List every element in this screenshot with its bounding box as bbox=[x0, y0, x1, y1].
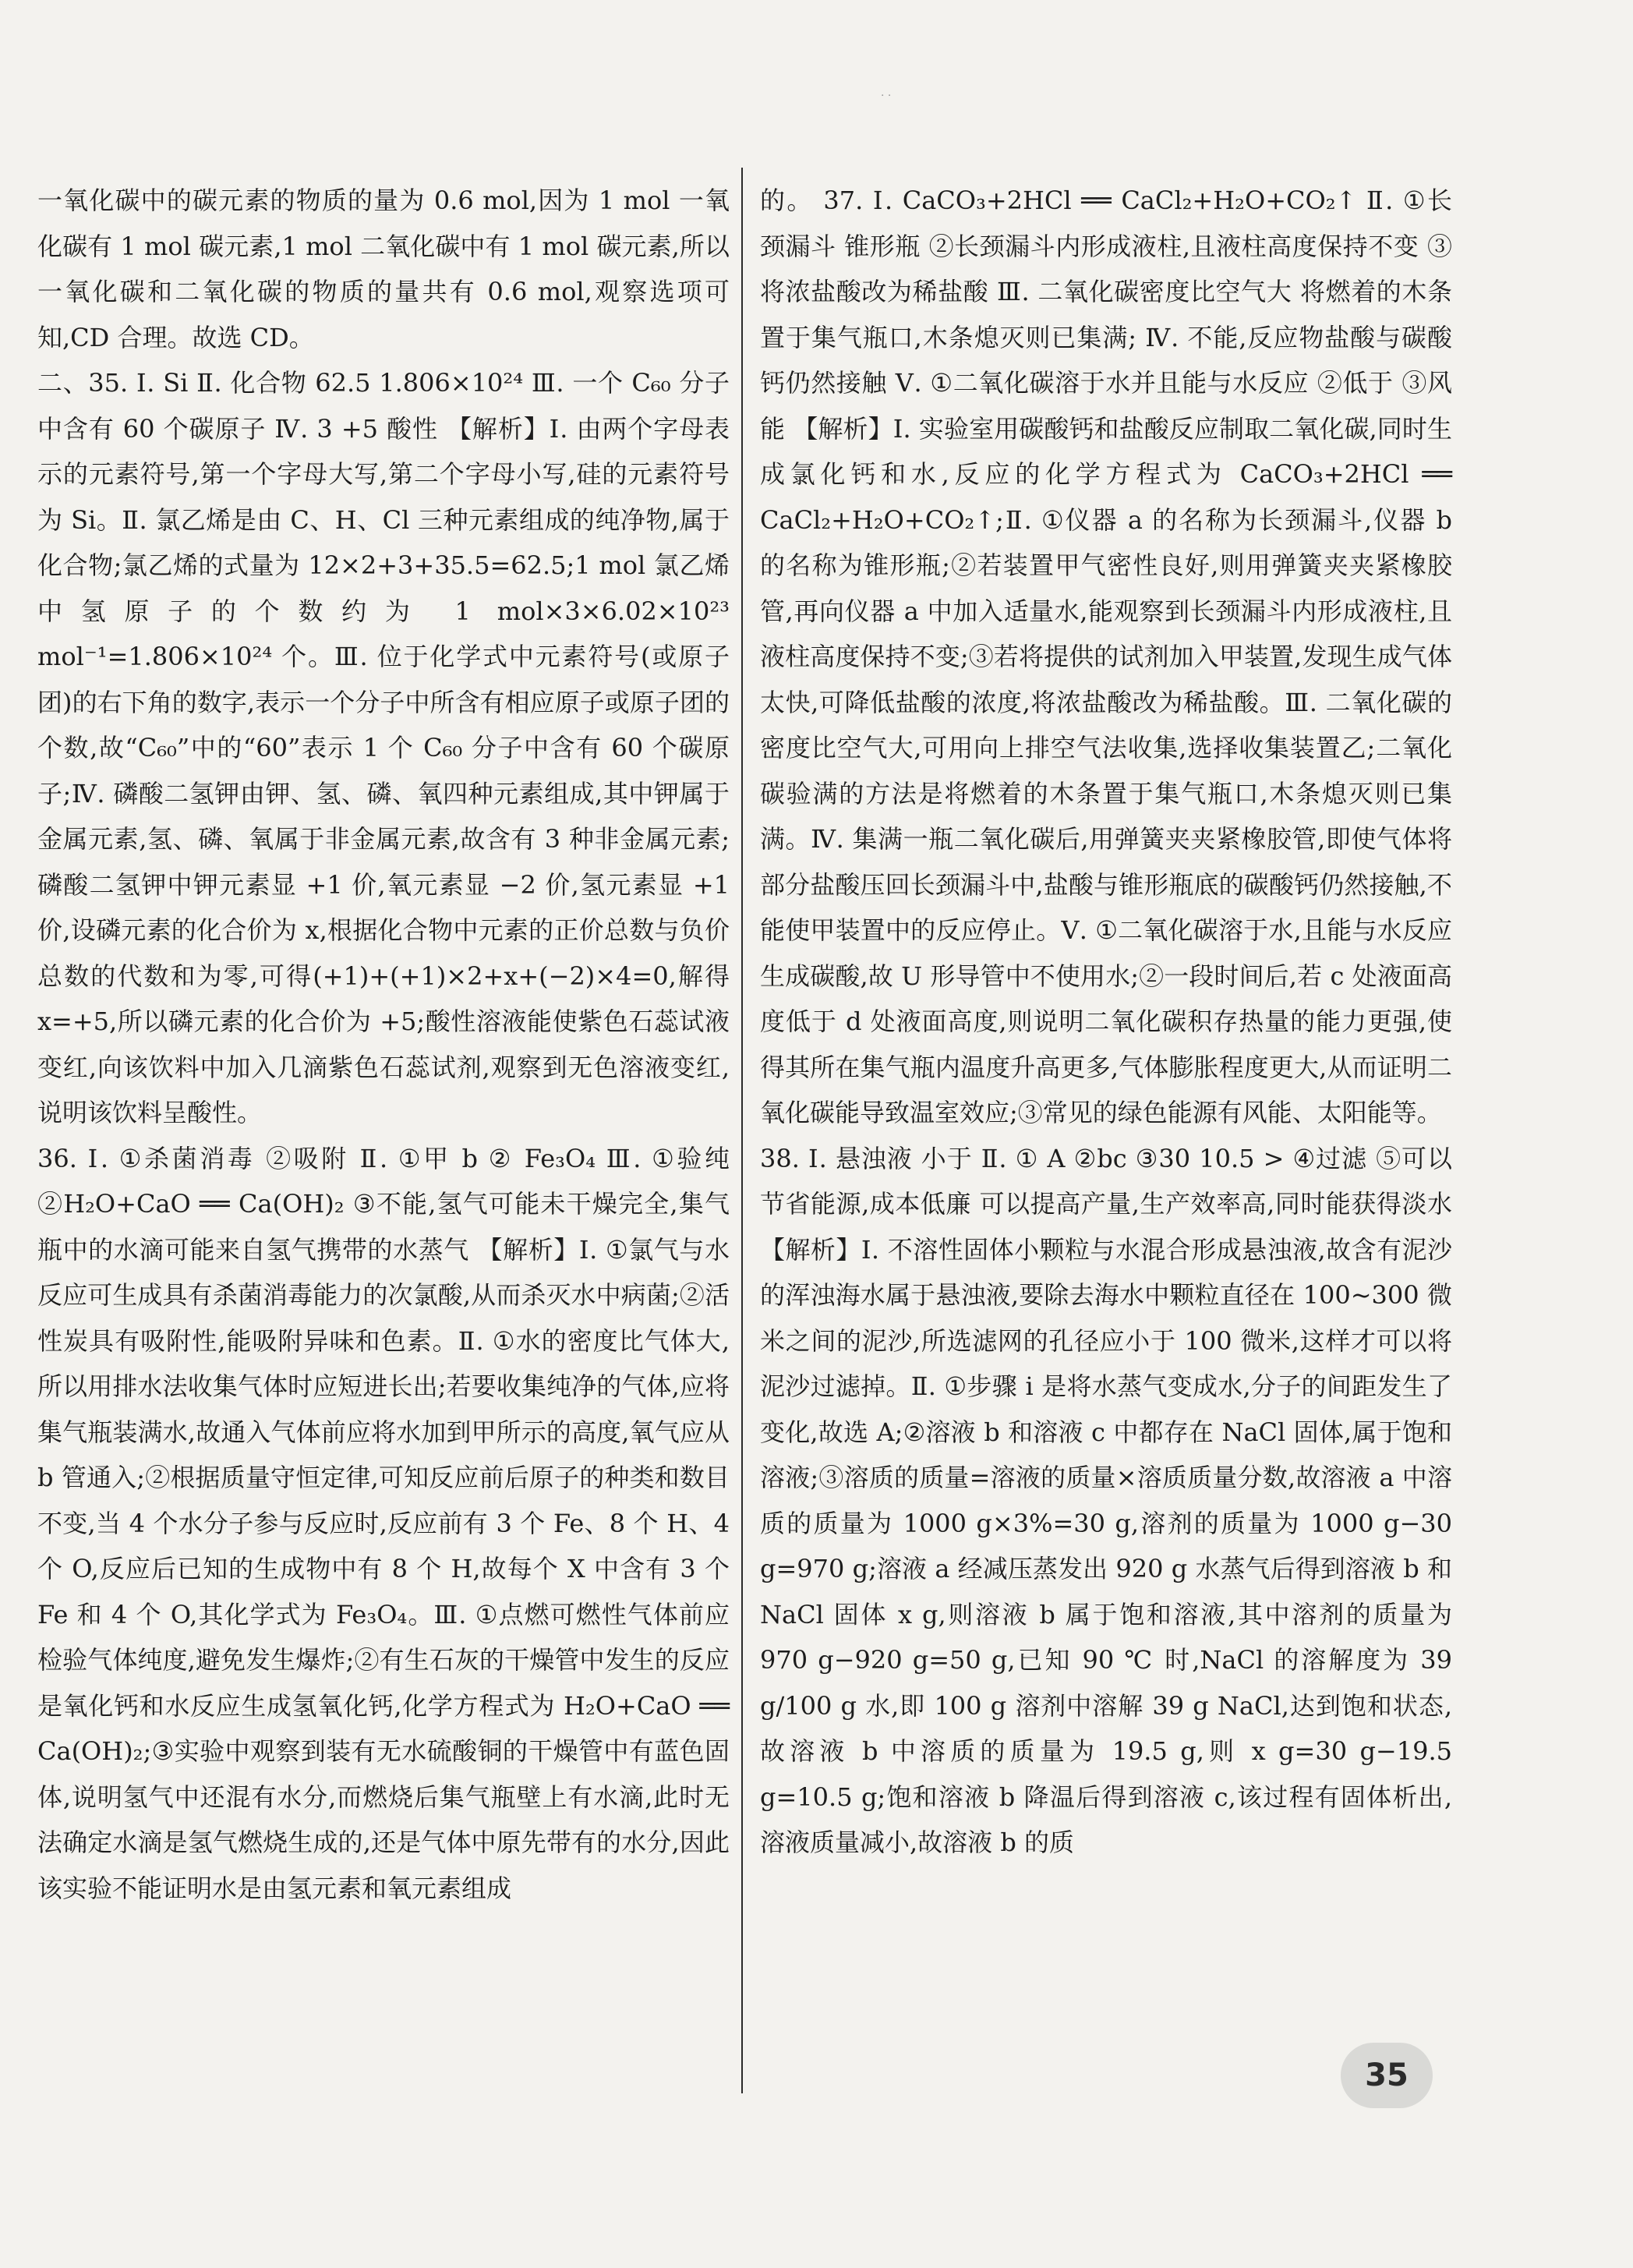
paragraph-co-answer-end: 一氧化碳中的碳元素的物质的量为 0.6 mol,因为 1 mol 一氧化碳有 1 mol 碳元素,1 mol 二氧化碳中有 1 mol 碳元素,所以一氧化碳和二氧化碳的物质的量共有 0.6 mol,观察选项可知,CD 合理。故选 CD。 bbox=[37, 186, 730, 352]
right-column bbox=[760, 178, 1452, 1866]
paragraph-q36: 36. Ⅰ. ①杀菌消毒 ②吸附 Ⅱ. ①甲 b ② Fe₃O₄ Ⅲ. ①验纯 ②H₂O+CaO ══ Ca(OH)₂ ③不能,氢气可能未干燥完全,集气瓶中的水滴可能来自氢气携带的水蒸气 【解析】Ⅰ. ①氯气与水反应可生成具有杀菌消毒能力的次氯酸,从而杀灭水中病菌;②活性炭具有吸附性,能吸附异味和色素。Ⅱ. ①水的密度比气体大,所以用排水法收集气体时应短进长出;若要收集纯净的气体,应将集气瓶装满水,故通入气体前应将水加到甲所示的高度,氧气应从 b 管通入;②根据质量守恒定律,可知反应前后原子的种类和数目不变,当 4 个水分子参与反应时,反应前有 3 个 Fe、8 个 H、4 个 O,反应后已知的生成物中有 8 个 H,故每个 X 中含有 3 个 Fe 和 4 个 O,其化学式为 Fe₃O₄。Ⅲ. ①点燃可燃性气体前应检验气体纯度,避免发生爆炸;②有生石灰的干燥管中发生的反应是氧化钙和水反应生成氢氧化钙,化学方程式为 H₂O+CaO ══ Ca(OH)₂;③实验中观察到装有无水硫酸铜的干燥管中有蓝色固体,说明氢气中还混有水分,而燃烧后集气瓶壁上有水滴,此时无法确定水滴是氢气燃烧生成的,还是气体中原先带有的水分,因此该实验不能证明水是由氢元素和氧元素组成 bbox=[37, 1143, 730, 1903]
paragraph-q37: 的。 37. Ⅰ. CaCO₃+2HCl ══ CaCl₂+H₂O+CO₂↑ Ⅱ. ①长颈漏斗 锥形瓶 ②长颈漏斗内形成液柱,且液柱高度保持不变 ③将浓盐酸改为稀盐酸 Ⅲ. 二氧化碳密度比空气大 将燃着的木条置于集气瓶口,木条熄灭则已集满; Ⅳ. 不能,反应物盐酸与碳酸钙仍然接触 Ⅴ. ①二氧化碳溶于水并且能与水反应 ②低于 ③风能 【解析】Ⅰ. 实验室用碳酸钙和盐酸反应制取二氧化碳,同时生成氯化钙和水,反应的化学方程式为 CaCO₃+2HCl ══ CaCl₂+H₂O+CO₂↑;Ⅱ. ①仪器 a 的名称为长颈漏斗,仪器 b 的名称为锥形瓶;②若装置甲气密性良好,则用弹簧夹夹紧橡胶管,再向仪器 a 中加入适量水,能观察到长颈漏斗内形成液柱,且液柱高度保持不变;③若将提供的试剂加入甲装置,发现生成气体太快,可降低盐酸的浓度,将浓盐酸改为稀盐酸。Ⅲ. 二氧化碳的密度比空气大,可用向上排空气法收集,选择收集装置乙;二氧化碳验满的方法是将燃着的木条置于集气瓶口,木条熄灭则已集满。Ⅳ. 集满一瓶二氧化碳后,用弹簧夹夹紧橡胶管,即使气体将部分盐酸压回长颈漏斗中,盐酸与锥形瓶底的碳酸钙仍然接触,不能使甲装置中的反应停止。Ⅴ. ①二氧化碳溶于水,且能与水反应生成碳酸,故 U 形导管中不使用水;②一段时间后,若 c 处液面高度低于 d 处液面高度,则说明二氧化碳积存热量的能力更强,使得其所在集气瓶内温度升高更多,气体膨胀程度更大,从而证明二氧化碳能导致温室效应;③常见的绿色能源有风能、太阳能等。 bbox=[760, 186, 1452, 1127]
page-number-badge bbox=[1341, 2043, 1433, 2108]
paragraph-q35: 二、35. Ⅰ. Si Ⅱ. 化合物 62.5 1.806×10²⁴ Ⅲ. 一个 C₆₀ 分子中含有 60 个碳原子 Ⅳ. 3 +5 酸性 【解析】Ⅰ. 由两个字母表示的元素符号,第一个字母大写,第二个字母小写,硅的元素符号为 Si。Ⅱ. 氯乙烯是由 C、H、Cl 三种元素组成的纯净物,属于化合物;氯乙烯的式量为 12×2+3+35.5=62.5;1 mol 氯乙烯中氢原子的个数约为 1 mol×3×6.02×10²³ mol⁻¹=1.806×10²⁴ 个。Ⅲ. 位于化学式中元素符号(或原子团)的右下角的数字,表示一个分子中所含有相应原子或原子团的个数,故“C₆₀”中的“60”表示 1 个 C₆₀ 分子中含有 60 个碳原子;Ⅳ. 磷酸二氢钾由钾、氢、磷、氧四种元素组成,其中钾属于金属元素,氢、磷、氧属于非金属元素,故含有 3 种非金属元素;磷酸二氢钾中钾元素显 +1 价,氧元素显 −2 价,氢元素显 +1 价,设磷元素的化合价为 x,根据化合物中元素的正价总数与负价总数的代数和为零,可得(+1)+(+1)×2+x+(−2)×4=0,解得 x=+5,所以磷元素的化合价为 +5;酸性溶液能使紫色石蕊试液变红,向该饮料中加入几滴紫色石蕊试剂,观察到无色溶液变红,说明该饮料呈酸性。 bbox=[37, 368, 730, 1127]
page-number: 35 bbox=[1365, 2057, 1409, 2093]
column-divider bbox=[741, 168, 743, 2093]
paragraph-q38: 38. Ⅰ. 悬浊液 小于 Ⅱ. ① A ②bc ③30 10.5 > ④过滤 ⑤可以节省能源,成本低廉 可以提高产量,生产效率高,同时能获得淡水 【解析】Ⅰ. 不溶性固体小颗粒与水混合形成悬浊液,故含有泥沙的浑浊海水属于悬浊液,要除去海水中颗粒直径在 100~300 微米之间的泥沙,所选滤网的孔径应小于 100 微米,这样才可以将泥沙过滤掉。Ⅱ. ①步骤 i 是将水蒸气变成水,分子的间距发生了变化,故选 A;②溶液 b 和溶液 c 中都存在 NaCl 固体,属于饱和溶液;③溶质的质量=溶液的质量×溶质质量分数,故溶液 a 中溶质的质量为 1000 g×3%=30 g,溶剂的质量为 1000 g−30 g=970 g;溶液 a 经减压蒸发出 920 g 水蒸气后得到溶液 b 和 NaCl 固体 x g,则溶液 b 属于饱和溶液,其中溶剂的质量为 970 g−920 g=50 g,已知 90 ℃ 时,NaCl 的溶解度为 39 g/100 g 水,即 100 g 溶剂中溶解 39 g NaCl,达到饱和状态,故溶液 b 中溶质的质量为 19.5 g,则 x g=30 g−19.5 g=10.5 g;饱和溶液 b 降温后得到溶液 c,该过程有固体析出,溶液质量减小,故溶液 b 的质 bbox=[760, 1143, 1452, 1857]
left-column bbox=[37, 178, 730, 1911]
scan-speck: · · bbox=[881, 90, 892, 102]
